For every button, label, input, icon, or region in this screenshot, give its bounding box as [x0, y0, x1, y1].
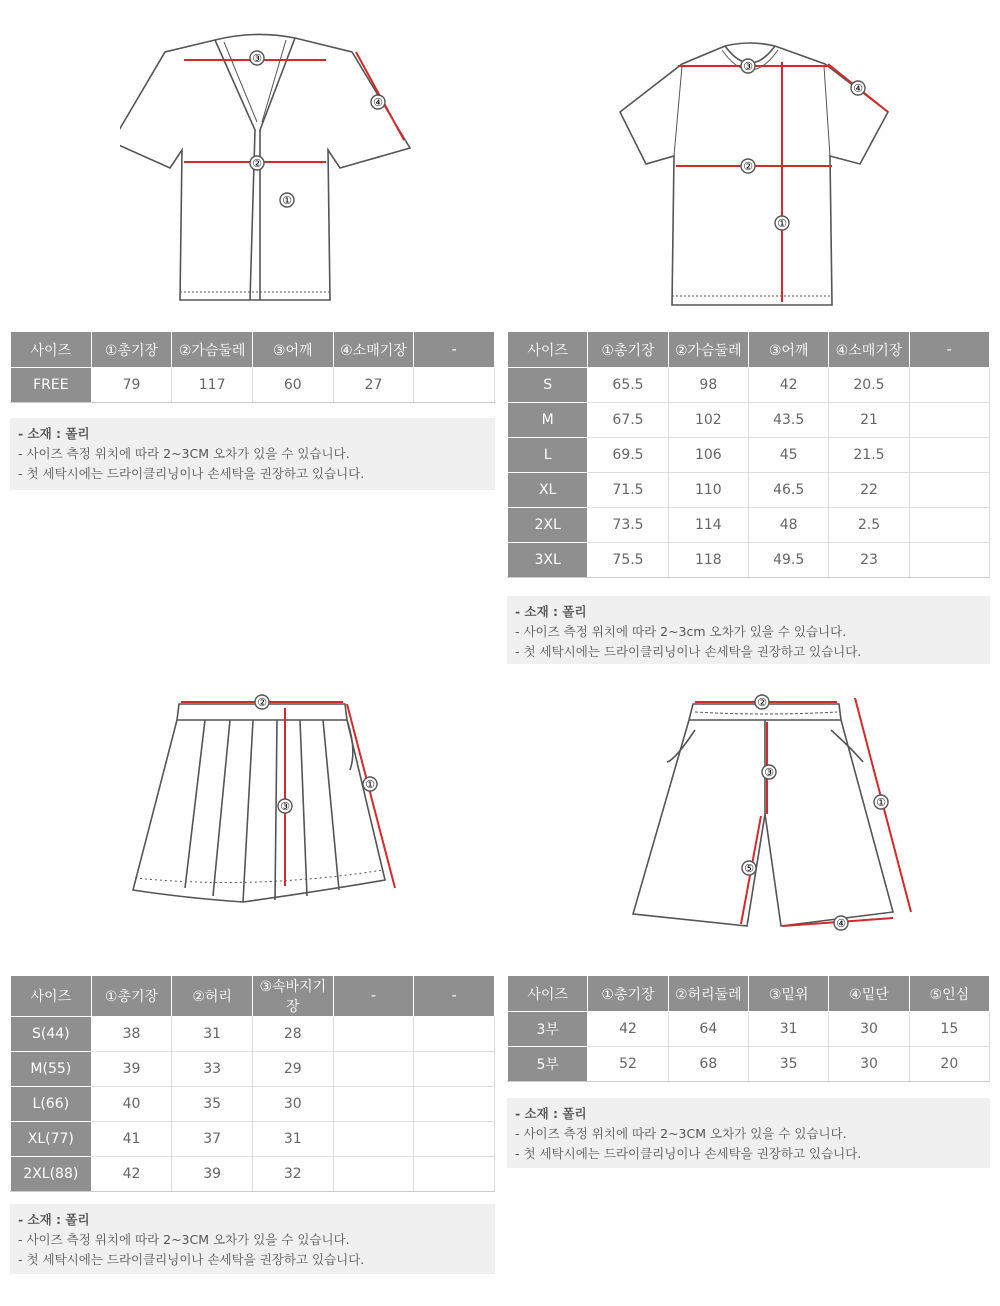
column-header: ③속바지기장: [252, 976, 333, 1017]
size-label-cell: 3XL: [508, 543, 588, 578]
inseam-marker: ⑤: [744, 862, 754, 875]
measurement-cell: 35: [748, 1047, 828, 1082]
measurement-cell: [909, 368, 989, 403]
size-label-cell: 2XL(88): [11, 1157, 92, 1192]
size-label-cell: 5부: [508, 1047, 588, 1082]
length-marker: ①: [876, 796, 886, 809]
table-header-row: [508, 332, 990, 368]
measurement-cell: [909, 508, 989, 543]
measurement-cell: [414, 1052, 495, 1087]
table-row: [508, 543, 990, 578]
column-header: ④소매기장: [829, 332, 909, 368]
measurement-cell: 65.5: [588, 368, 668, 403]
column-header: ⑤인심: [909, 976, 989, 1012]
measurement-note: - 사이즈 측정 위치에 따라 2~3CM 오차가 있을 수 있습니다.: [18, 1232, 350, 1247]
measurement-cell: 30: [252, 1087, 333, 1122]
washing-note: - 첫 세탁시에는 드라이클리닝이나 손세탁을 권장하고 있습니다.: [18, 1252, 365, 1267]
measurement-cell: 39: [91, 1052, 172, 1087]
table-row: [508, 403, 990, 438]
tshirt-sketch: [610, 40, 900, 315]
table-row: [11, 1122, 495, 1157]
size-label-cell: S: [508, 368, 588, 403]
shoulder-marker: ③: [743, 60, 753, 73]
column-header: -: [414, 332, 495, 368]
length-marker: ①: [777, 217, 787, 230]
measurement-note: - 사이즈 측정 위치에 따라 2~3CM 오차가 있을 수 있습니다.: [515, 1126, 847, 1141]
measurement-cell: 28: [252, 1017, 333, 1052]
column-header: 사이즈: [508, 332, 588, 368]
measurement-cell: [333, 1087, 414, 1122]
measurement-cell: [414, 368, 495, 403]
column-header: -: [414, 976, 495, 1017]
measurement-cell: 106: [668, 438, 748, 473]
measurement-cell: 40: [91, 1087, 172, 1122]
measurement-cell: [909, 403, 989, 438]
column-header: ②가슴둘레: [172, 332, 253, 368]
notes-skirt: [10, 1204, 495, 1274]
measurement-cell: 20: [909, 1047, 989, 1082]
material-note: - 소재 : 폴리: [18, 1212, 90, 1227]
column-header: ①총기장: [588, 976, 668, 1012]
column-header: 사이즈: [508, 976, 588, 1012]
size-label-cell: S(44): [11, 1017, 92, 1052]
measurement-cell: 69.5: [588, 438, 668, 473]
measurement-cell: 20.5: [829, 368, 909, 403]
skirt-sketch: [125, 690, 415, 915]
measurement-cell: 22: [829, 473, 909, 508]
table-row: [508, 508, 990, 543]
sleeve-marker: ④: [373, 96, 383, 109]
measurement-cell: 79: [91, 368, 172, 403]
chest-marker: ②: [743, 160, 753, 173]
inner-marker: ③: [280, 800, 290, 813]
table-header-row: [11, 976, 495, 1017]
measurement-cell: 49.5: [748, 543, 828, 578]
measurement-cell: 117: [172, 368, 253, 403]
table-row: [11, 368, 495, 403]
measurement-cell: [333, 1017, 414, 1052]
size-label-cell: M: [508, 403, 588, 438]
notes-shorts: [507, 1098, 990, 1168]
washing-note: - 첫 세탁시에는 드라이클리닝이나 손세탁을 권장하고 있습니다.: [515, 1146, 862, 1161]
size-label-cell: L(66): [11, 1087, 92, 1122]
measurement-cell: [414, 1087, 495, 1122]
measurement-cell: [909, 543, 989, 578]
measurement-cell: 75.5: [588, 543, 668, 578]
measurement-cell: 30: [829, 1012, 909, 1047]
measurement-cell: 102: [668, 403, 748, 438]
measurement-cell: 31: [252, 1122, 333, 1157]
table-row: [508, 368, 990, 403]
measurement-cell: 2.5: [829, 508, 909, 543]
measurement-cell: [414, 1017, 495, 1052]
measurement-cell: 45: [748, 438, 828, 473]
size-label-cell: 3부: [508, 1012, 588, 1047]
notes-cardigan: [10, 418, 495, 490]
size-table-cardigan: [10, 332, 495, 403]
table-row: [508, 1012, 990, 1047]
measurement-cell: [909, 438, 989, 473]
measurement-cell: [909, 473, 989, 508]
hem-marker: ④: [836, 917, 846, 930]
column-header: ④소매기장: [333, 332, 414, 368]
size-label-cell: FREE: [11, 368, 92, 403]
size-label-cell: M(55): [11, 1052, 92, 1087]
waist-marker: ②: [757, 696, 767, 709]
measurement-cell: 23: [829, 543, 909, 578]
column-header: ③어깨: [252, 332, 333, 368]
size-label-cell: XL: [508, 473, 588, 508]
sleeve-marker: ④: [853, 82, 863, 95]
table-row: [11, 1017, 495, 1052]
measurement-cell: [333, 1052, 414, 1087]
column-header: 사이즈: [11, 332, 92, 368]
table-row: [11, 1087, 495, 1122]
measurement-cell: 98: [668, 368, 748, 403]
column-header: -: [333, 976, 414, 1017]
table-row: [508, 473, 990, 508]
measurement-cell: 42: [748, 368, 828, 403]
size-table-shorts: [507, 976, 990, 1082]
measurement-cell: [333, 1122, 414, 1157]
column-header: ②허리: [172, 976, 253, 1017]
size-label-cell: XL(77): [11, 1122, 92, 1157]
measurement-cell: 35: [172, 1087, 253, 1122]
shorts-sketch: [625, 690, 925, 940]
measurement-cell: 114: [668, 508, 748, 543]
measurement-cell: [414, 1157, 495, 1192]
column-header: ①총기장: [91, 976, 172, 1017]
measurement-cell: 73.5: [588, 508, 668, 543]
cardigan-sketch: [120, 30, 420, 315]
table-row: [508, 1047, 990, 1082]
measurement-cell: 48: [748, 508, 828, 543]
column-header: ②가슴둘레: [668, 332, 748, 368]
washing-note: - 첫 세탁시에는 드라이클리닝이나 손세탁을 권장하고 있습니다.: [18, 466, 365, 481]
measurement-cell: 64: [668, 1012, 748, 1047]
size-label-cell: 2XL: [508, 508, 588, 543]
rise-marker: ③: [764, 766, 774, 779]
waist-marker: ②: [257, 696, 267, 709]
column-header: ③어깨: [748, 332, 828, 368]
measurement-cell: 21.5: [829, 438, 909, 473]
measurement-cell: 41: [91, 1122, 172, 1157]
column-header: ④밑단: [829, 976, 909, 1012]
size-table-tshirt: [507, 332, 990, 578]
length-marker: ①: [365, 778, 375, 791]
measurement-cell: [414, 1122, 495, 1157]
measurement-cell: 30: [829, 1047, 909, 1082]
shoulder-marker: ③: [252, 52, 262, 65]
measurement-cell: 118: [668, 543, 748, 578]
measurement-cell: 39: [172, 1157, 253, 1192]
measurement-cell: 21: [829, 403, 909, 438]
measurement-cell: 42: [588, 1012, 668, 1047]
measurement-cell: 46.5: [748, 473, 828, 508]
material-note: - 소재 : 폴리: [18, 426, 90, 441]
measurement-cell: [333, 1157, 414, 1192]
length-marker: ①: [282, 194, 292, 207]
measurement-cell: 27: [333, 368, 414, 403]
column-header: ①총기장: [91, 332, 172, 368]
column-header: ③밑위: [748, 976, 828, 1012]
measurement-note: - 사이즈 측정 위치에 따라 2~3cm 오차가 있을 수 있습니다.: [515, 624, 847, 639]
size-table-skirt: [10, 976, 495, 1192]
size-label-cell: L: [508, 438, 588, 473]
table-row: [508, 438, 990, 473]
measurement-cell: 31: [748, 1012, 828, 1047]
measurement-cell: 37: [172, 1122, 253, 1157]
measurement-cell: 32: [252, 1157, 333, 1192]
measurement-cell: 60: [252, 368, 333, 403]
column-header: ①총기장: [588, 332, 668, 368]
measurement-cell: 110: [668, 473, 748, 508]
measurement-cell: 42: [91, 1157, 172, 1192]
column-header: 사이즈: [11, 976, 92, 1017]
column-header: ②허리둘레: [668, 976, 748, 1012]
table-row: [11, 1052, 495, 1087]
measurement-cell: 67.5: [588, 403, 668, 438]
measurement-cell: 38: [91, 1017, 172, 1052]
notes-tshirt: [507, 596, 990, 664]
measurement-cell: 33: [172, 1052, 253, 1087]
material-note: - 소재 : 폴리: [515, 1106, 587, 1121]
measurement-cell: 68: [668, 1047, 748, 1082]
measurement-cell: 15: [909, 1012, 989, 1047]
washing-note: - 첫 세탁시에는 드라이클리닝이나 손세탁을 권장하고 있습니다.: [515, 644, 862, 659]
measurement-cell: 31: [172, 1017, 253, 1052]
chest-marker: ②: [252, 157, 262, 170]
measurement-cell: 43.5: [748, 403, 828, 438]
material-note: - 소재 : 폴리: [515, 604, 587, 619]
measurement-note: - 사이즈 측정 위치에 따라 2~3CM 오차가 있을 수 있습니다.: [18, 446, 350, 461]
measurement-cell: 29: [252, 1052, 333, 1087]
table-header-row: [11, 332, 495, 368]
measurement-cell: 52: [588, 1047, 668, 1082]
column-header: -: [909, 332, 989, 368]
table-header-row: [508, 976, 990, 1012]
measurement-cell: 71.5: [588, 473, 668, 508]
table-row: [11, 1157, 495, 1192]
